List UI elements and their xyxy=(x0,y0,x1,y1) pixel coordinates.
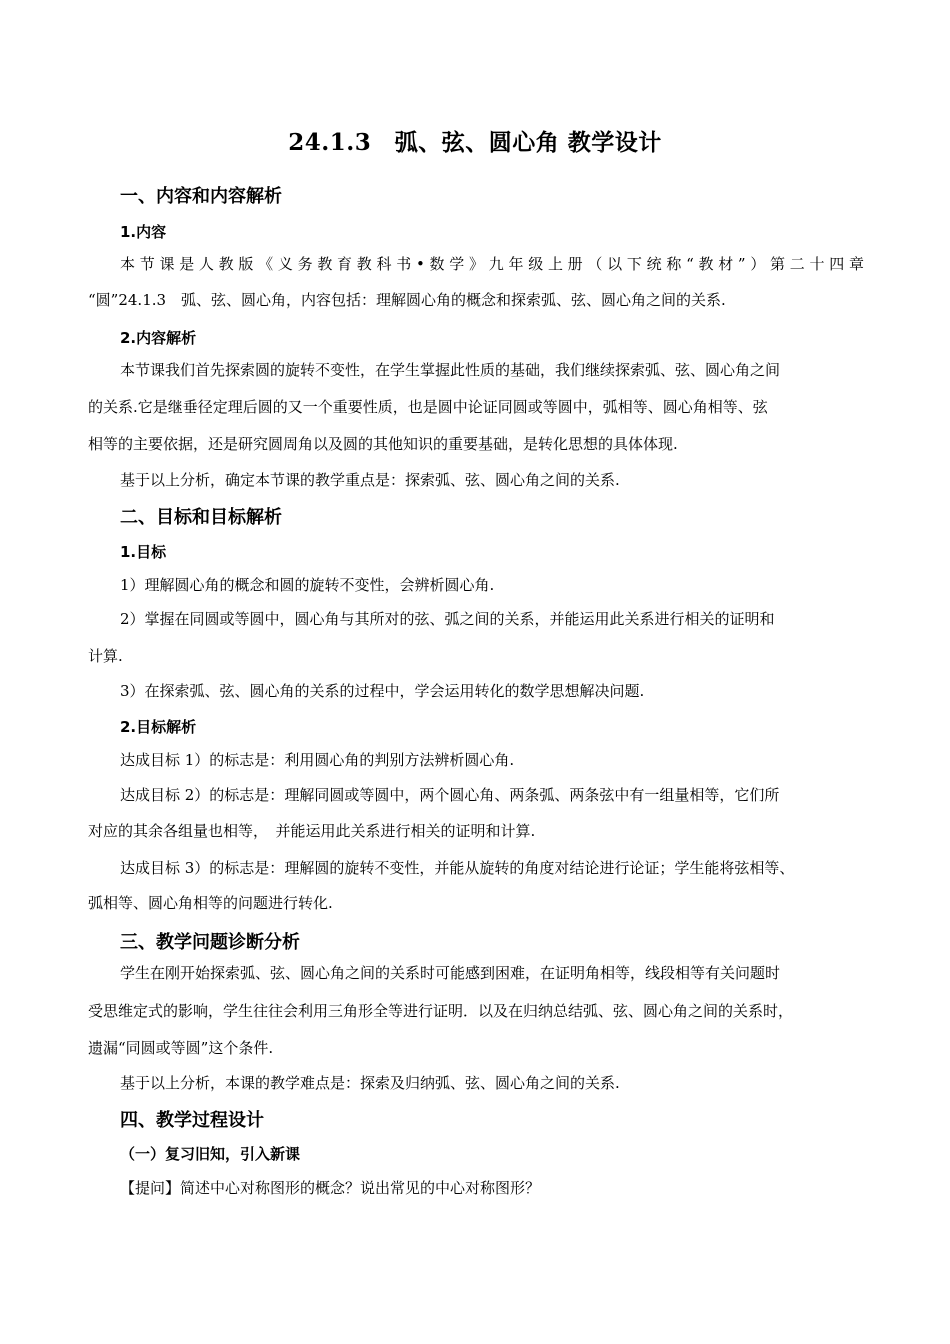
section-4-sub-1: （一）复习旧知，引入新课 xyxy=(120,1145,301,1163)
diagnosis-line-2: 受思维定式的影响，学生往往会利用三角形全等进行证明．以及在归纳总结弧、弦、圆心角之间的关系时， xyxy=(88,1002,794,1020)
analysis-goal-3-line-2: 弧相等、圆心角相等的问题进行转化. xyxy=(88,894,333,912)
question-label: 【提问】 xyxy=(120,1179,181,1197)
section-2-sub-1: 1.目标 xyxy=(120,543,167,561)
section-1-sub-2: 2.内容解析 xyxy=(120,329,197,347)
document-title: 24.1.3 弧、弦、圆心角 教学设计 xyxy=(288,129,662,156)
analysis-goal-3-line-1: 达成目标 3）的标志是：理解圆的旋转不变性，并能从旋转的角度对结论进行论证；学生能将弦相等、 xyxy=(120,859,795,877)
goal-1: 1）理解圆心角的概念和圆的旋转不变性，会辨析圆心角. xyxy=(120,576,495,594)
diagnosis-line-3: 遗漏“同圆或等圆”这个条件. xyxy=(88,1039,274,1057)
section-2-sub-2: 2.目标解析 xyxy=(120,718,197,736)
paragraph-analysis-line-3: 相等的主要依据，还是研究圆周角以及圆的其他知识的重要基础，是转化思想的具体体现. xyxy=(88,435,678,453)
goal-3: 3）在探索弧、弦、圆心角的关系的过程中，学会运用转化的数学思想解决问题. xyxy=(120,682,645,700)
analysis-goal-2-line-2: 对应的其余各组量也相等， 并能运用此关系进行相关的证明和计算. xyxy=(88,822,536,840)
goal-2-line-1: 2）掌握在同圆或等圆中，圆心角与其所对的弦、弧之间的关系，并能运用此关系进行相关的证明和 xyxy=(120,610,775,628)
paragraph-analysis-line-2: 的关系.它是继垂径定理后圆的又一个重要性质，也是圆中论证同圆或等圆中，弧相等、圆心角相等、弦 xyxy=(88,398,768,416)
question-text: 简述中心对称图形的概念？说出常见的中心对称图形？ xyxy=(180,1179,541,1197)
section-4-heading: 四、教学过程设计 xyxy=(120,1110,264,1131)
paragraph-content-line-2: “圆”24.1.3 弧、弦、圆心角，内容包括：理解圆心角的概念和探索弧、弦、圆心角之间的关系. xyxy=(88,291,726,309)
diagnosis-line-1: 学生在刚开始探索弧、弦、圆心角之间的关系时可能感到困难，在证明角相等，线段相等有关问题时 xyxy=(120,964,781,982)
section-3-heading: 三、教学问题诊断分析 xyxy=(120,932,300,953)
paragraph-analysis-line-1: 本节课我们首先探索圆的旋转不变性，在学生掌握此性质的基础，我们继续探索弧、弦、圆心角之间 xyxy=(120,361,781,379)
section-2-heading: 二、目标和目标解析 xyxy=(120,507,282,528)
paragraph-key-point: 基于以上分析，确定本节课的教学重点是：探索弧、弦、圆心角之间的关系. xyxy=(120,471,620,489)
section-1-heading: 一、内容和内容解析 xyxy=(120,186,282,207)
goal-2-line-2: 计算. xyxy=(88,647,123,665)
analysis-goal-1: 达成目标 1）的标志是：利用圆心角的判别方法辨析圆心角. xyxy=(120,751,515,769)
paragraph-content-line-1: 本节课是人教版《义务教育教科书•数学》九年级上册（以下统称“教材”）第二十四章 xyxy=(120,255,864,273)
question-line xyxy=(120,1172,540,1205)
difficulty-point: 基于以上分析，本课的教学难点是：探索及归纳弧、弦、圆心角之间的关系. xyxy=(120,1074,620,1092)
analysis-goal-2-line-1: 达成目标 2）的标志是：理解同圆或等圆中，两个圆心角、两条弧、两条弦中有一组量相等，它们所 xyxy=(120,786,780,804)
section-1-sub-1: 1.内容 xyxy=(120,223,167,241)
